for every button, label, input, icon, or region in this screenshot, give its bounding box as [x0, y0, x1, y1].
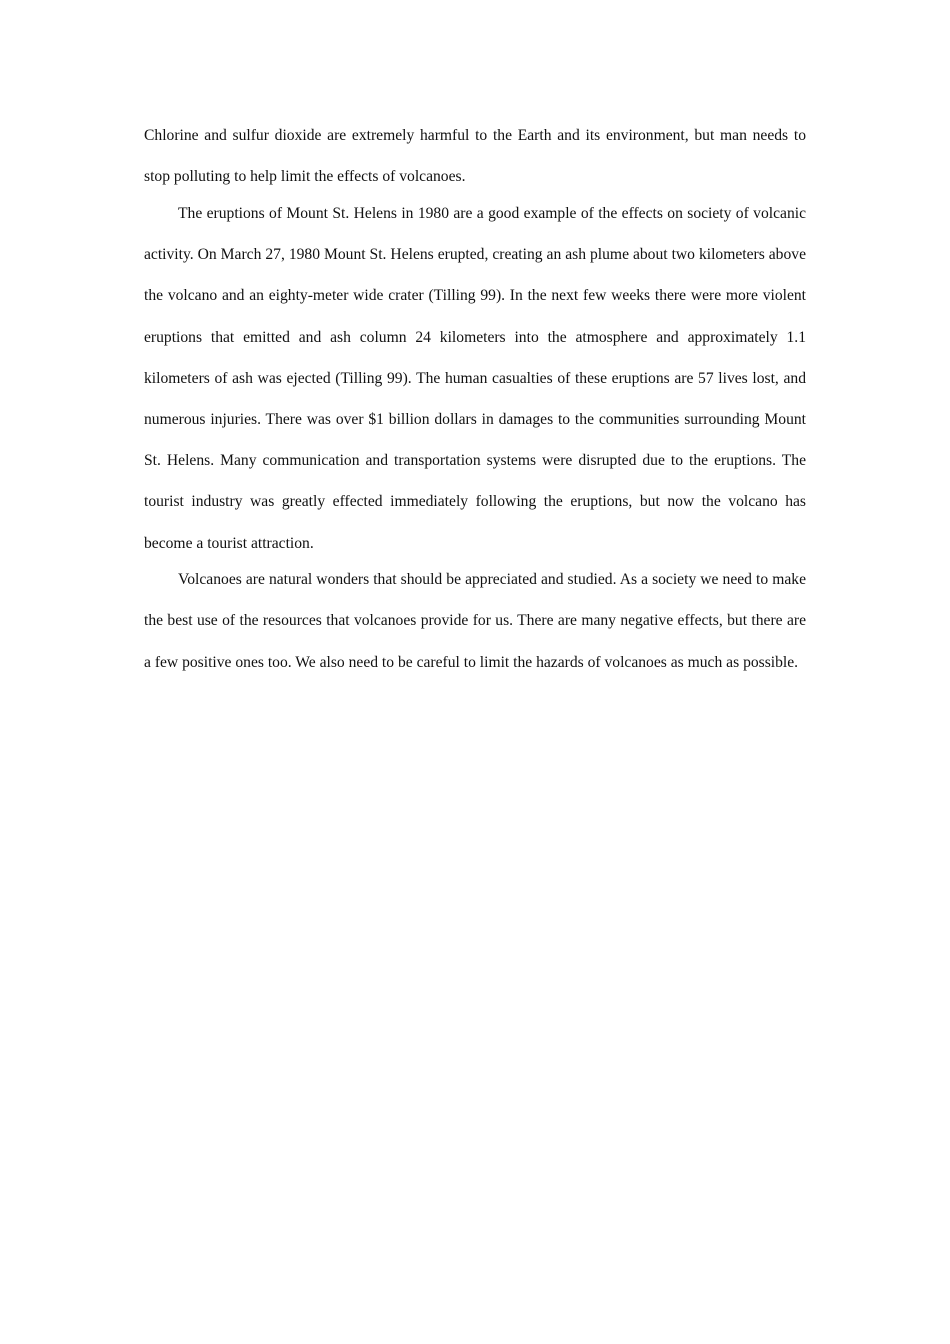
paragraph-mount-st-helens: The eruptions of Mount St. Helens in 1980 are a good example of the effects on society of volcanic activity. On March 27, 1980 Mount St. Helens erupted, creating an ash plume about two kilometers above the volcano and an eighty-meter wide crater (Tilling 99). In the next few weeks there were more violent eruptions that emitted and ash column 24 kilometers into the atmosphere and approximately 1.1 kilometers of ash was ejected (Tilling 99). The human casualties of these eruptions are 57 lives lost, and numerous injuries. There was over $1 billion dollars in damages to the communities surrounding Mount St. Helens. Many communication and transportation systems were disrupted due to the eruptions. The tourist industry was greatly effected immediately following the eruptions, but now the volcano has become a tourist attraction.	[144, 204, 806, 552]
document-body	[144, 115, 806, 683]
paragraph-continuation: Chlorine and sulfur dioxide are extremely harmful to the Earth and its environment, but man needs to stop polluting to help limit the effects of volcanoes.	[144, 127, 806, 186]
paragraph-conclusion: Volcanoes are natural wonders that should be appreciated and studied. As a society we need to make the best use of the resources that volcanoes provide for us. There are many negative effects, but there are a few positive ones too. We also need to be careful to limit the hazards of volcanoes as much as possible.	[144, 571, 806, 671]
